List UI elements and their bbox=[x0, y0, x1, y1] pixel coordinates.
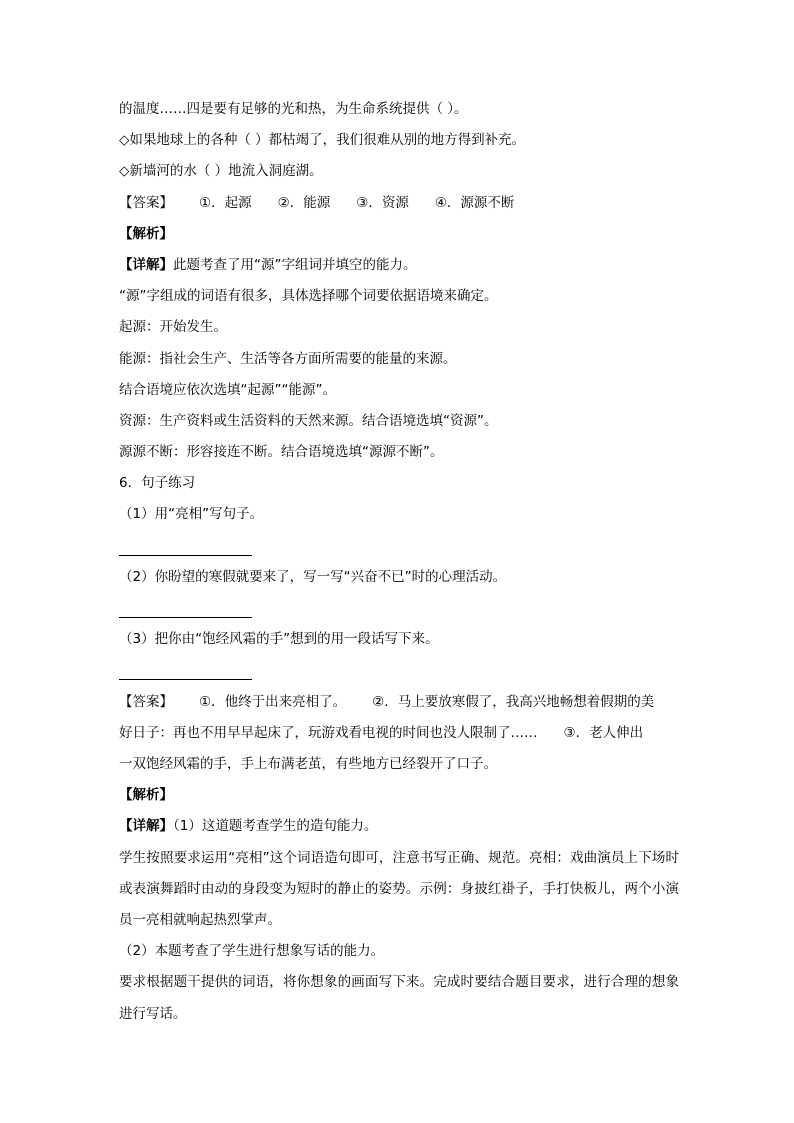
text-line: 起源：开始发生。 bbox=[119, 319, 227, 336]
answer-line bbox=[119, 687, 679, 718]
text-line: 资源：生产资料或生活资料的天然来源。结合语境选填“资源”。 bbox=[119, 412, 498, 429]
answer-item: 好日子：再也不用早早起床了，玩游戏看电视的时间也没人限制了…… bbox=[119, 724, 538, 741]
detail-label: 【详解】 bbox=[119, 818, 173, 835]
text-line: 的温度……四是要有足够的光和热，为生命系统提供（ ）。 bbox=[119, 101, 468, 117]
text-line: 源源不断：形容接连不断。结合语境选填“源源不断”。 bbox=[119, 444, 444, 461]
document-page bbox=[119, 94, 679, 1030]
paragraph: 要求根据题干提供的词语，将你想象的画面写下来。完成时要结合题目要求，进行合理的想象进行写话。 bbox=[119, 974, 679, 1022]
text-line: （2）本题考查了学生进行想象写话的能力。 bbox=[119, 943, 385, 960]
sub-question: （3）把你由“饱经风霜的手”想到的用一段话写下来。 bbox=[119, 631, 439, 648]
detail-text: （1）这道题考查学生的造句能力。 bbox=[173, 818, 378, 835]
answer-blank[interactable] bbox=[119, 593, 679, 624]
answer-label: 【答案】 bbox=[119, 194, 173, 211]
answer-item: ③．资源 bbox=[356, 194, 409, 211]
answer-item: ①．起源 bbox=[199, 194, 252, 211]
answer-line bbox=[119, 188, 679, 219]
analysis-label: 【解析】 bbox=[119, 225, 173, 242]
answer-label: 【答案】 bbox=[119, 693, 173, 710]
answer-item: ①．他终于出来亮相了。 bbox=[199, 693, 347, 710]
answer-line bbox=[119, 718, 679, 749]
analysis-label: 【解析】 bbox=[119, 787, 173, 804]
text-line: 结合语境应依次选填“起源”“能源”。 bbox=[119, 381, 336, 398]
answer-item: ②．能源 bbox=[277, 194, 331, 211]
detail-label: 【详解】 bbox=[119, 256, 173, 273]
answer-item: ②．马上要放寒假了，我高兴地畅想着假期的美 bbox=[372, 693, 655, 710]
detail-line bbox=[119, 811, 679, 842]
answer-line: 一双饱经风霜的手，手上布满老茧，有些地方已经裂开了口子。 bbox=[119, 755, 497, 772]
paragraph: 学生按照要求运用“亮相”这个词语造句即可，注意书写正确、规范。亮相：戏曲演员上下场时或表演舞蹈时由动的身段变为短时的静止的姿势。示例：身披红褂子，手打快板儿，两个小演员一亮相就响起热烈掌声。 bbox=[119, 849, 679, 928]
text-line: ◇新墙河的水（ ）地流入洞庭湖。 bbox=[119, 163, 323, 180]
text-line: “源”字组成的词语有很多，具体选择哪个词要依据语境来确定。 bbox=[119, 288, 498, 305]
detail-text: 此题考查了用“源”字组词并填空的能力。 bbox=[173, 256, 417, 273]
sub-question: （2）你盼望的寒假就要来了，写一写“兴奋不已”时的心理活动。 bbox=[119, 568, 507, 585]
answer-blank[interactable] bbox=[119, 655, 679, 686]
answer-item: ③．老人伸出 bbox=[563, 724, 644, 741]
text-line: ◇如果地球上的各种（ ）都枯竭了，我们很难从别的地方得到补充。 bbox=[119, 132, 526, 149]
answer-item: ④．源源不断 bbox=[434, 194, 515, 211]
detail-line bbox=[119, 250, 679, 281]
answer-blank[interactable] bbox=[119, 531, 679, 562]
sub-question: （1）用“亮相”写句子。 bbox=[119, 506, 264, 523]
text-line: 能源：指社会生产、生活等各方面所需要的能量的来源。 bbox=[119, 350, 457, 367]
question-title: 6．句子练习 bbox=[119, 475, 196, 492]
